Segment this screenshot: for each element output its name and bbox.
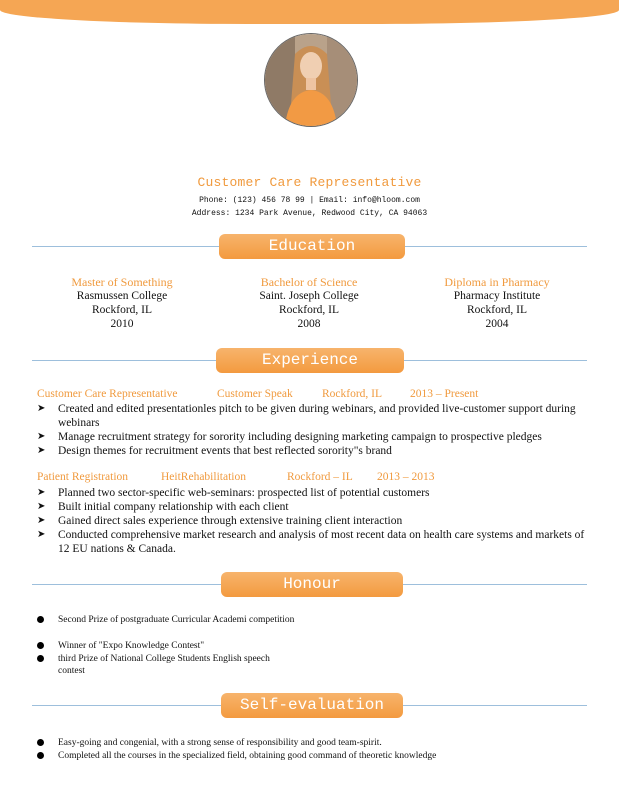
job-dates: 2013 – 2013 xyxy=(377,471,435,483)
arrowhead-icon: ➤ xyxy=(37,515,46,526)
school-location: Rockford, IL xyxy=(278,304,340,316)
education-item xyxy=(407,275,587,331)
contact-address: Address: 1234 Park Avenue, Redwood City, CA 94063 xyxy=(191,209,428,218)
education-item xyxy=(219,275,399,331)
arrowhead-icon: ➤ xyxy=(37,403,46,414)
education-item xyxy=(32,275,212,331)
section-rule-left xyxy=(32,584,221,585)
school-name: Pharmacy Institute xyxy=(453,290,541,302)
list-item: Easy-going and congenial, with a strong sense of responsibility and good team-spirit. xyxy=(37,737,557,749)
dot-icon xyxy=(37,642,44,649)
list-item: ➤ Gained direct sales experience through extensive training client interaction xyxy=(37,515,403,527)
job-title: Customer Care Representative xyxy=(197,175,422,190)
section-rule-right xyxy=(405,246,587,247)
list-item: ➤ Manage recruitment strategy for sorority including designing marketing campaign to prospective pledges xyxy=(37,431,542,443)
list-item: Completed all the courses in the specialized field, obtaining good command of theoretic knowledge xyxy=(37,750,557,762)
list-item: ➤ Design themes for recruitment events that best reflected sorority"s brand xyxy=(37,445,392,457)
contact-phone-email: Phone: (123) 456 78 99 | Email: info@hloom.com xyxy=(199,196,420,205)
list-item: Second Prize of postgraduate Curricular Academi competition xyxy=(37,614,297,626)
section-rule-left xyxy=(32,246,219,247)
list-item: ➤ Created and edited presentationles pitch to be given during webinars, and provided live-customer support during webinars xyxy=(37,403,576,429)
school-name: Saint. Joseph College xyxy=(259,290,359,302)
job-location: Rockford, IL xyxy=(322,388,383,400)
degree-name: Master of Something xyxy=(71,275,173,289)
section-rule-right xyxy=(404,360,587,361)
arrowhead-icon: ➤ xyxy=(37,529,46,540)
job-dates: 2013 – Present xyxy=(410,388,479,400)
school-name: Rasmussen College xyxy=(76,290,168,302)
list-item: third Prize of National College Students English speech contest xyxy=(37,653,297,677)
arrowhead-icon: ➤ xyxy=(37,445,46,456)
section-heading-experience: Experience xyxy=(216,348,404,373)
dot-icon xyxy=(37,616,44,623)
school-location: Rockford, IL xyxy=(91,304,153,316)
degree-name: Bachelor of Science xyxy=(260,275,358,289)
section-heading-self-evaluation: Self-evaluation xyxy=(221,693,403,718)
dot-icon xyxy=(37,752,44,759)
graduation-year: 2008 xyxy=(297,318,321,330)
degree-name: Diploma in Pharmacy xyxy=(444,275,550,289)
job-title-text: Customer Care Representative xyxy=(37,388,178,400)
arrowhead-icon: ➤ xyxy=(37,501,46,512)
section-rule-left xyxy=(32,705,221,706)
job-company: HeitRehabilitation xyxy=(161,471,246,483)
list-item: ➤ Built initial company relationship with each client xyxy=(37,501,289,513)
job-company: Customer Speak xyxy=(217,388,293,400)
list-item: ➤ Planned two sector-specific web-seminars: prospected list of potential customers xyxy=(37,487,430,499)
school-location: Rockford, IL xyxy=(466,304,528,316)
top-accent-bar xyxy=(0,0,619,24)
section-rule-left xyxy=(32,360,216,361)
job-location: Rockford – IL xyxy=(287,471,353,483)
dot-icon xyxy=(37,655,44,662)
section-rule-right xyxy=(403,705,587,706)
graduation-year: 2004 xyxy=(485,318,509,330)
graduation-year: 2010 xyxy=(110,318,134,330)
list-item: Winner of "Expo Knowledge Contest" xyxy=(37,640,357,652)
profile-photo xyxy=(264,33,358,127)
section-rule-right xyxy=(403,584,587,585)
section-heading-honour: Honour xyxy=(221,572,403,597)
arrowhead-icon: ➤ xyxy=(37,487,46,498)
dot-icon xyxy=(37,739,44,746)
section-heading-education: Education xyxy=(219,234,405,259)
arrowhead-icon: ➤ xyxy=(37,431,46,442)
job-title-text: Patient Registration xyxy=(37,471,129,483)
list-item: ➤ Conducted comprehensive market research and analysis of most recent data on health care systems and markets of 12 EU nations & Canada. xyxy=(37,529,585,555)
